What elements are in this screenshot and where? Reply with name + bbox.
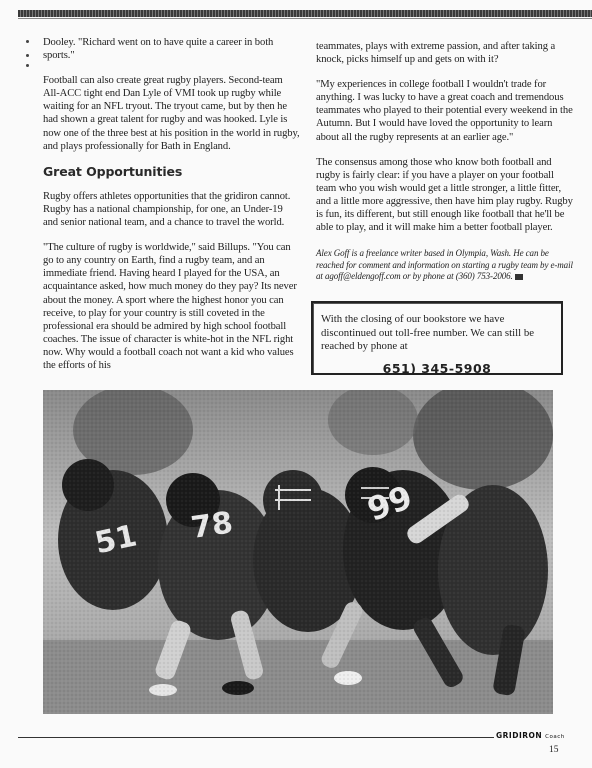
margin-dot: [26, 54, 29, 57]
paragraph: Dooley. "Richard went on to have quite a career in both sports.": [43, 37, 274, 62]
paragraph: "The culture of rugby is worldwide," said Billups. "You can go to any country on Earth, find a rugby team, and an immediate friend. Having heard I played for the USA, an acquaintance asked, how much money do they pay? Its never about the money. A sport where the highest honor you can receive, to play for your country is still coveted in the professional era should be admired by high school football coaches. The issue of character is white-hot in the NFL right now. Why would a football coach not want a kid who values the efforts of his: [43, 242, 297, 371]
page-number: 15: [549, 745, 559, 755]
photo-illustration: [43, 390, 553, 714]
paragraph: Football can also create great rugby players. Second-team All-ACC tight end Dan Lyle of VMI took up rugby while waiting for an NFL tryout. The tryout came, but by then he had shown a great talent for rugby and was hooked. Lyle is now one of the three best at his position in the world in rugby, and plays professionally for Bath in England.: [43, 75, 300, 152]
right-column: [316, 40, 574, 282]
section-heading: Great Opportunities: [43, 163, 183, 179]
rugby-scrum-photo: [43, 390, 553, 714]
brand-name: GRIDIRON: [496, 731, 543, 740]
footer-brand: [494, 731, 567, 740]
brand-sub: Coach: [545, 734, 565, 740]
notice-box: [311, 301, 563, 375]
paragraph: "My experiences in college football I wouldn't trade for anything. I was lucky to have a great coach and tremendous teammates who played to their potential every weekend in the Autumn. But I would have loved the opportunity to learn about all the rugby represents at an earlier age.": [316, 79, 573, 143]
left-column: [43, 36, 300, 384]
margin-dot: [26, 64, 29, 67]
end-mark-icon: [515, 274, 523, 280]
footer-rule: [18, 737, 553, 738]
author-bio-text: Alex Goff is a freelance writer based in Olympia, Wash. He can be reached for comment and information on starting a rugby team by e-mail at agoff@eldengoff.com or by phone at (360) 753-2006.: [316, 248, 573, 281]
paragraph: The consensus among those who know both football and rugby is fairly clear: if you have a player on your football team who you wish would get a little stronger, a little fitter, and a little more aggressive, then have him play rugby. Rugby is fun, its different, but still enough like football that he'll be able to play, and it will make him a better football player.: [316, 156, 573, 234]
top-rule: [18, 10, 592, 17]
notice-phone: 651) 345-5908: [382, 360, 492, 376]
notice-text: With the closing of our bookstore we have discontinued out toll-free number. We can still be reached by phone at: [321, 313, 535, 352]
margin-dot: [26, 40, 29, 43]
top-rule-thin: [18, 18, 592, 19]
paragraph: Rugby offers athletes opportunities that the gridiron cannot. Rugby has a national championship, for one, an Under-19 and senior national team, and a chance to travel the world.: [43, 190, 291, 229]
author-bio: [316, 248, 574, 282]
paragraph: teammates, plays with extreme passion, and after taking a knock, picks himself up and gets on with it?: [316, 41, 556, 66]
